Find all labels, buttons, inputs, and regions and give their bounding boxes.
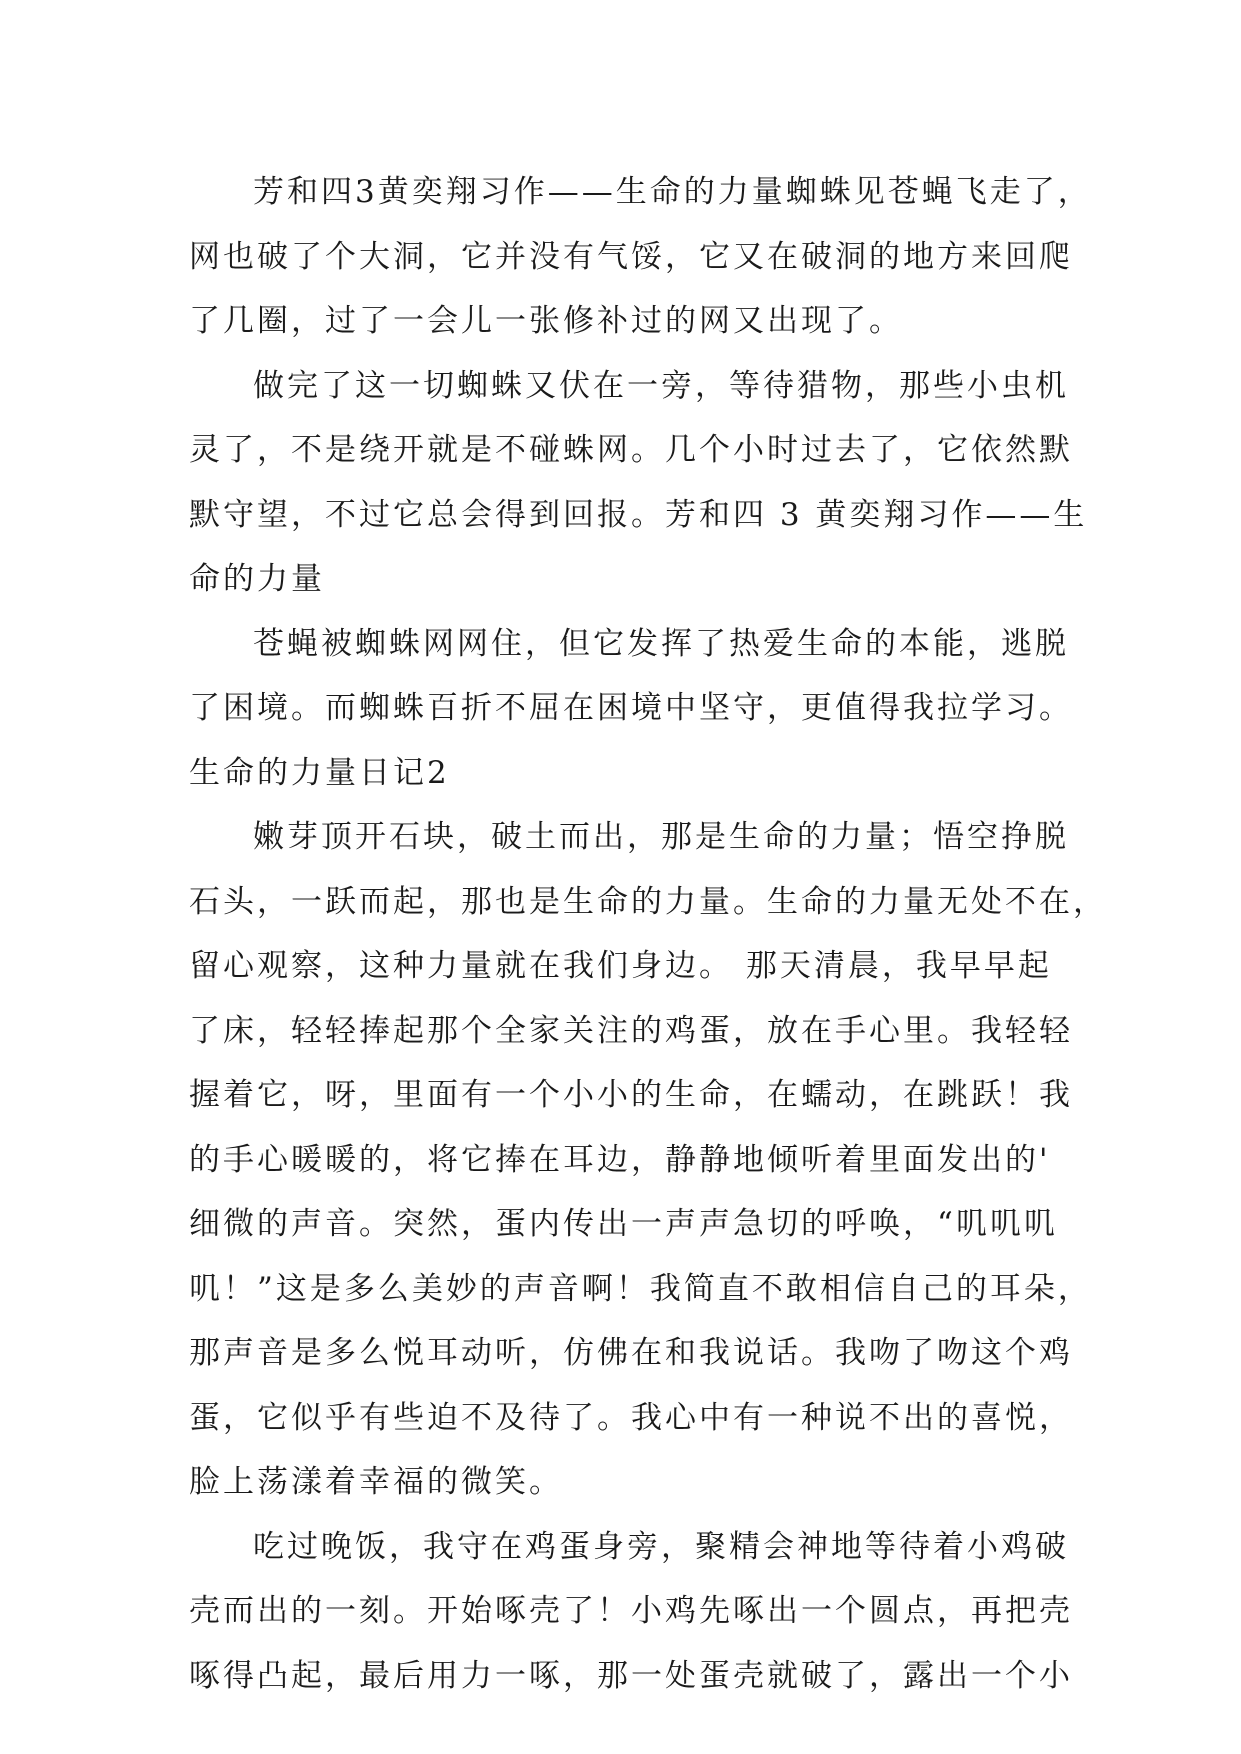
text-line: 石头，一跃而起，那也是生命的力量。生命的力量无处不在， <box>189 883 1107 920</box>
text-line: 做完了这一切蜘蛛又伏在一旁，等待猎物，那些小虫机 <box>253 367 1069 404</box>
text-line: 留心观察，这种力量就在我们身边。 那天清晨，我早早起 <box>189 948 1052 984</box>
text-line: 了困境。而蜘蛛百折不屈在困境中坚守，更值得我拉学习。 <box>189 690 1073 726</box>
text-line: 握着它，呀，里面有一个小小的生命，在蠕动，在跳跃！我 <box>189 1077 1073 1113</box>
text-line: 了床，轻轻捧起那个全家关注的鸡蛋，放在手心里。我轻轻 <box>189 1012 1073 1049</box>
document-body <box>189 160 1107 1708</box>
text-line: 那声音是多么悦耳动听，仿佛在和我说话。我吻了吻这个鸡 <box>189 1335 1073 1371</box>
text-line: 的手心暖暖的，将它捧在耳边，静静地倾听着里面发出的' <box>189 1141 1051 1178</box>
text-line: 芳和四3黄奕翔习作——生命的力量蜘蛛见苍蝇飞走了， <box>253 174 1092 210</box>
text-line: 脸上荡漾着幸福的微笑。 <box>189 1464 563 1500</box>
text-line: 吃过晚饭，我守在鸡蛋身旁，聚精会神地等待着小鸡破 <box>253 1528 1069 1565</box>
text-line: 了几圈，过了一会儿一张修补过的网又出现了。 <box>189 303 903 339</box>
text-line: 啄得凸起，最后用力一啄，那一处蛋壳就破了，露出一个小 <box>189 1657 1073 1694</box>
text-line: 默守望，不过它总会得到回报。芳和四 3 黄奕翔习作——生 <box>189 496 1088 533</box>
text-line: 生命的力量日记2 <box>189 754 450 791</box>
text-line: 灵了，不是绕开就是不碰蛛网。几个小时过去了，它依然默 <box>189 432 1073 468</box>
text-line: 苍蝇被蜘蛛网网住，但它发挥了热爱生命的本能，逃脱 <box>253 625 1069 662</box>
text-line: 嫩芽顶开石块，破土而出，那是生命的力量；悟空挣脱 <box>253 819 1069 855</box>
text-line: 叽！”这是多么美妙的声音啊！我简直不敢相信自己的耳朵， <box>189 1270 1092 1307</box>
text-line: 网也破了个大洞，它并没有气馁，它又在破洞的地方来回爬 <box>189 238 1073 275</box>
text-line: 壳而出的一刻。开始啄壳了！小鸡先啄出一个圆点，再把壳 <box>189 1593 1073 1629</box>
text-line: 命的力量 <box>189 561 325 597</box>
text-line: 蛋，它似乎有些迫不及待了。我心中有一种说不出的喜悦， <box>189 1399 1073 1436</box>
text-line: 细微的声音。突然，蛋内传出一声声急切的呼唤，“叽叽叽 <box>189 1206 1058 1242</box>
